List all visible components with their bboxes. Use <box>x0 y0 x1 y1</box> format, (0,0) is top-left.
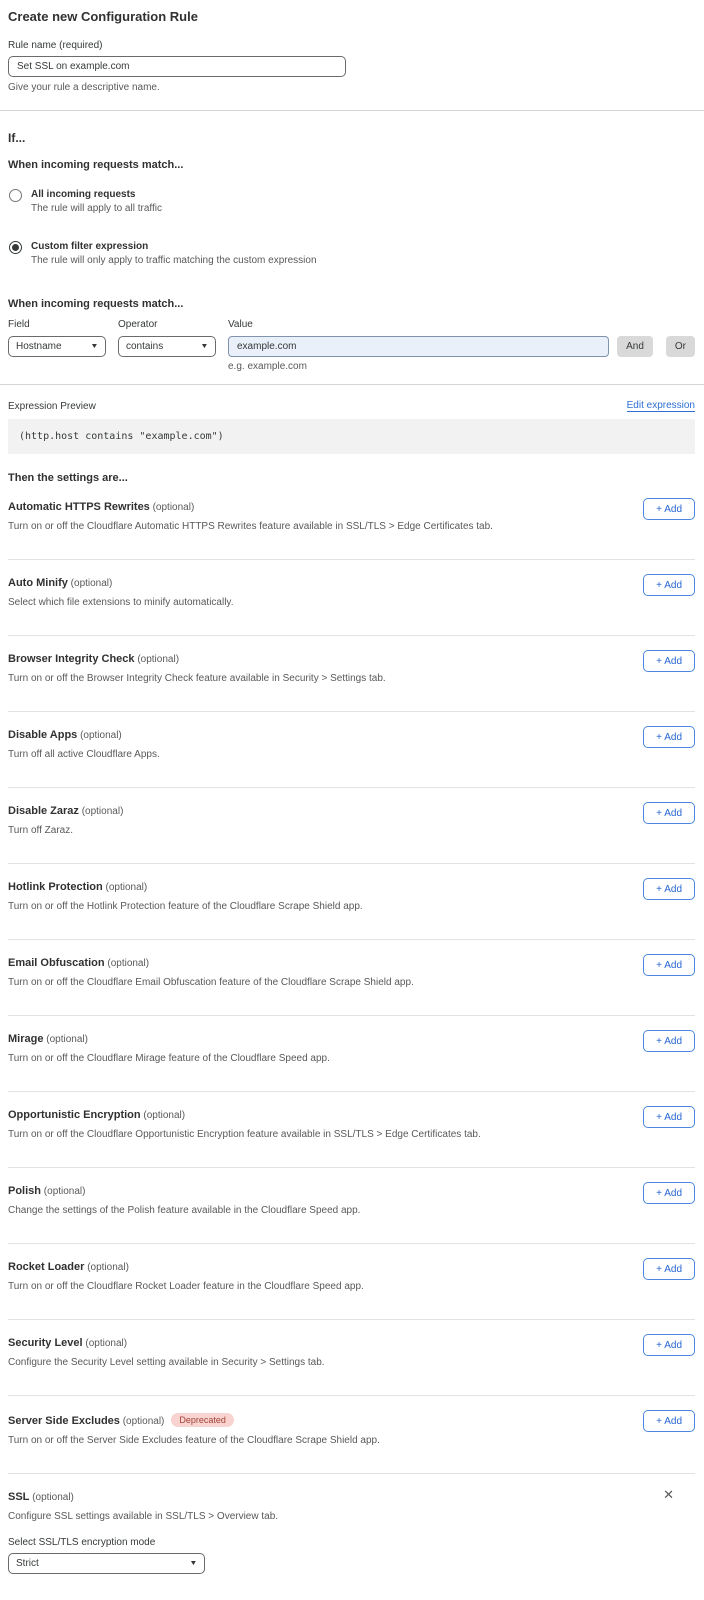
add-button[interactable]: + Add <box>643 726 695 748</box>
add-button[interactable]: + Add <box>643 1182 695 1204</box>
setting-title: Polish <box>8 1185 42 1197</box>
ssl-mode-label: Select SSL/TLS encryption mode <box>8 1537 156 1548</box>
setting-optional: (optional) <box>137 654 180 665</box>
setting-description: Turn on or off the Cloudflare Opportunistic Encryption feature available in SSL/TLS > Edge Certificates tab. <box>8 1129 481 1140</box>
operator-label: Operator <box>118 319 158 330</box>
setting-title: Opportunistic Encryption <box>8 1109 141 1121</box>
setting-description: Turn off Zaraz. <box>8 825 74 836</box>
radio-description: The rule will apply to all traffic <box>31 203 162 214</box>
add-button[interactable]: + Add <box>643 574 695 596</box>
setting-disable-zaraz <box>8 788 695 864</box>
setting-rocket-loader <box>8 1244 695 1320</box>
add-button[interactable]: + Add <box>643 498 695 520</box>
setting-description: Select which file extensions to minify automatically. <box>8 597 234 608</box>
setting-optional: (optional) <box>107 958 150 969</box>
chevron-down-icon: ▼ <box>189 1560 198 1567</box>
setting-title: Auto Minify <box>8 577 68 589</box>
then-heading: Then the settings are... <box>8 472 128 484</box>
setting-title: Mirage <box>8 1033 44 1045</box>
expression-preview-label: Expression Preview <box>8 401 96 412</box>
chevron-down-icon: ▼ <box>90 343 99 350</box>
setting-polish <box>8 1168 695 1244</box>
radio-description: The rule will only apply to traffic matching the custom expression <box>31 255 317 266</box>
setting-auto-minify <box>8 560 695 636</box>
setting-email-obfuscation <box>8 940 695 1016</box>
setting-description: Change the settings of the Polish feature available in the Cloudflare Speed app. <box>8 1205 361 1216</box>
rule-name-input[interactable] <box>8 56 346 77</box>
and-button[interactable]: And <box>617 336 653 357</box>
setting-description: Turn on or off the Cloudflare Rocket Loader feature in the Cloudflare Speed app. <box>8 1281 364 1292</box>
setting-mirage <box>8 1016 695 1092</box>
add-button[interactable]: + Add <box>643 878 695 900</box>
ssl-mode-select[interactable] <box>8 1553 205 1574</box>
radio-custom-filter-expression[interactable] <box>8 240 695 267</box>
setting-title: Server Side Excludes <box>8 1415 120 1427</box>
setting-browser-integrity-check <box>8 636 695 712</box>
setting-security-level <box>8 1320 695 1396</box>
setting-optional: (optional) <box>122 1416 165 1427</box>
setting-description: Turn on or off the Server Side Excludes feature of the Cloudflare Scrape Shield app. <box>8 1435 380 1446</box>
setting-title: Disable Zaraz <box>8 805 79 817</box>
setting-automatic-https-rewrites <box>8 484 695 560</box>
close-icon[interactable]: ✕ <box>663 1487 674 1502</box>
setting-description: Turn on or off the Browser Integrity Check feature available in Security > Settings tab. <box>8 673 386 684</box>
setting-description: Turn on or off the Cloudflare Automatic HTTPS Rewrites feature available in SSL/TLS > Edge Certificates tab. <box>8 521 493 532</box>
add-button[interactable]: + Add <box>643 1106 695 1128</box>
setting-description: Turn on or off the Hotlink Protection feature of the Cloudflare Scrape Shield app. <box>8 901 363 912</box>
setting-description: Turn off all active Cloudflare Apps. <box>8 749 160 760</box>
setting-ssl <box>8 1474 695 1600</box>
setting-description: Turn on or off the Cloudflare Mirage feature of the Cloudflare Speed app. <box>8 1053 330 1064</box>
setting-optional: (optional) <box>70 578 113 589</box>
field-select-value: Hostname <box>16 341 62 352</box>
ssl-mode-select-value: Strict <box>16 1558 39 1569</box>
setting-disable-apps <box>8 712 695 788</box>
setting-title: Automatic HTTPS Rewrites <box>8 501 150 513</box>
chevron-down-icon: ▼ <box>200 343 209 350</box>
page-title: Create new Configuration Rule <box>8 9 198 24</box>
setting-server-side-excludes <box>8 1396 695 1474</box>
setting-description: Configure SSL settings available in SSL/TLS > Overview tab. <box>8 1511 279 1522</box>
setting-optional: (optional) <box>32 1492 74 1503</box>
field-label: Field <box>8 319 30 330</box>
setting-title: Security Level <box>8 1337 83 1349</box>
value-helper: e.g. example.com <box>228 361 307 372</box>
add-button[interactable]: + Add <box>643 802 695 824</box>
add-button[interactable]: + Add <box>643 1030 695 1052</box>
setting-optional: (optional) <box>152 502 195 513</box>
setting-title: SSL <box>8 1491 30 1503</box>
builder-heading: When incoming requests match... <box>8 298 184 310</box>
setting-optional: (optional) <box>143 1110 186 1121</box>
setting-optional: (optional) <box>87 1262 129 1273</box>
setting-title: Email Obfuscation <box>8 957 105 969</box>
section-divider <box>0 384 704 385</box>
setting-hotlink-protection <box>8 864 695 940</box>
rule-name-helper: Give your rule a descriptive name. <box>8 82 160 93</box>
radio-label: Custom filter expression <box>31 241 149 252</box>
operator-select-value: contains <box>126 341 164 352</box>
setting-optional: (optional) <box>81 806 124 817</box>
setting-optional: (optional) <box>80 730 122 741</box>
rule-name-label: Rule name (required) <box>8 40 103 51</box>
expression-builder-row <box>8 319 695 372</box>
value-input[interactable] <box>228 336 609 357</box>
radio-unselected-icon[interactable] <box>9 189 22 202</box>
setting-optional: (optional) <box>85 1338 128 1349</box>
request-match-radio-group <box>8 188 695 267</box>
add-button[interactable]: + Add <box>643 650 695 672</box>
edit-expression-link[interactable]: Edit expression <box>626 400 695 411</box>
setting-optional: (optional) <box>43 1186 86 1197</box>
settings-list <box>8 484 695 1600</box>
expression-preview-code: (http.host contains "example.com") <box>8 419 695 454</box>
setting-opportunistic-encryption <box>8 1092 695 1168</box>
value-label: Value <box>228 319 253 330</box>
deprecated-badge: Deprecated <box>171 1413 234 1427</box>
setting-description: Configure the Security Level setting available in Security > Settings tab. <box>8 1357 325 1368</box>
radio-selected-icon[interactable] <box>9 241 22 254</box>
setting-title: Browser Integrity Check <box>8 653 135 665</box>
add-button[interactable]: + Add <box>643 1258 695 1280</box>
add-button[interactable]: + Add <box>643 954 695 976</box>
section-divider <box>0 110 704 111</box>
radio-all-incoming-requests[interactable] <box>8 188 695 215</box>
operator-select[interactable] <box>118 336 216 357</box>
or-button[interactable]: Or <box>666 336 695 357</box>
add-button[interactable]: + Add <box>643 1410 695 1432</box>
match-heading: When incoming requests match... <box>8 159 184 171</box>
field-select[interactable] <box>8 336 106 357</box>
radio-label: All incoming requests <box>31 189 136 200</box>
if-heading: If... <box>8 131 26 145</box>
add-button[interactable]: + Add <box>643 1334 695 1356</box>
setting-title: Disable Apps <box>8 729 78 741</box>
setting-optional: (optional) <box>105 882 148 893</box>
setting-title: Rocket Loader <box>8 1261 85 1273</box>
setting-description: Turn on or off the Cloudflare Email Obfuscation feature of the Cloudflare Scrape Shield app. <box>8 977 414 988</box>
setting-title: Hotlink Protection <box>8 881 103 893</box>
setting-optional: (optional) <box>46 1034 88 1045</box>
